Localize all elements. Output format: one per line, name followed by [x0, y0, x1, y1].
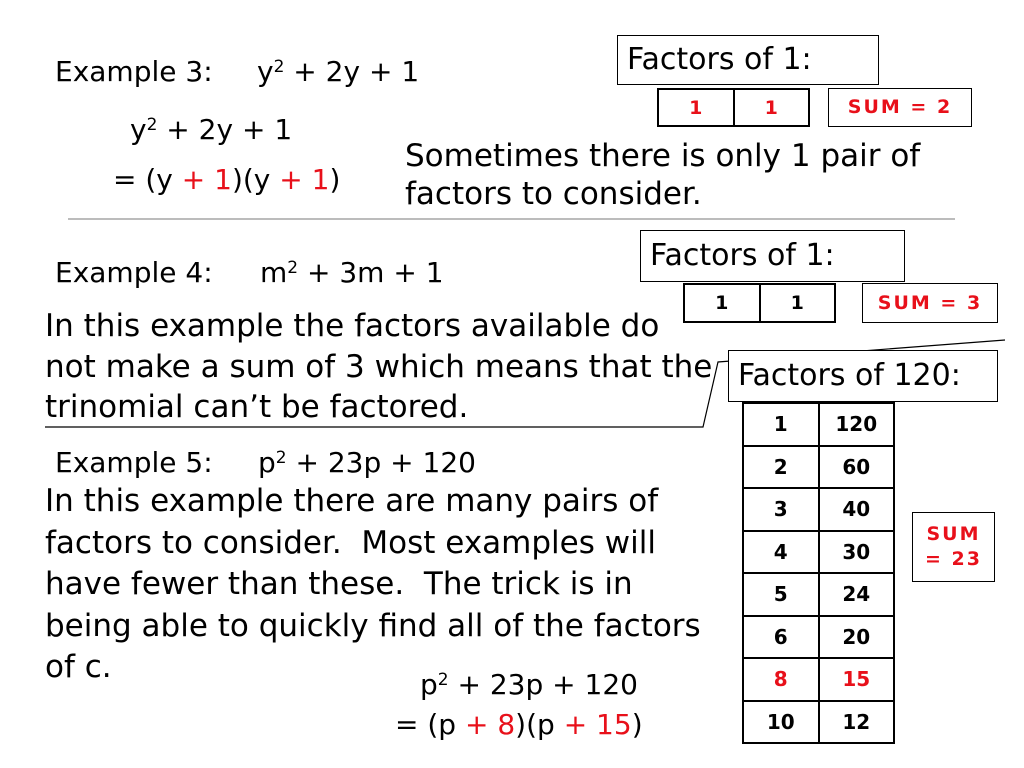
expression-rest: + 3m + 1 [298, 256, 444, 289]
factor-cell: 20 [819, 616, 895, 659]
factor-pair-row [743, 701, 894, 744]
example-4-factor-table [683, 283, 836, 323]
factor-cell: 1 [658, 89, 734, 126]
example-4-factors-title: Factors of 1: [640, 230, 905, 282]
factor-cell: 24 [819, 573, 895, 616]
example-3-factor-table [657, 88, 810, 127]
sum-label: SUM = 3 [877, 291, 983, 314]
expression-exponent: 2 [146, 115, 158, 135]
factor-pair-row [658, 89, 809, 126]
sum-label-line: SUM [926, 523, 981, 546]
explanation-line: factors to consider. Most examples will [45, 524, 656, 561]
example-3-note [405, 137, 920, 213]
expression-rest: + 23p + 120 [286, 446, 476, 479]
factored-term-1: + 8 [464, 708, 516, 741]
example-4-explanation [45, 306, 712, 428]
expression-base: y [130, 113, 147, 146]
factor-pair-row [743, 658, 894, 701]
factor-cell: 10 [743, 701, 819, 744]
explanation-line: not make a sum of 3 which means that the [45, 348, 713, 385]
factor-pair-row [743, 446, 894, 489]
expression-base: m [260, 256, 288, 289]
example-4-sum-box [862, 283, 998, 323]
factor-cell: 6 [743, 616, 819, 659]
expression-base: y [257, 55, 274, 88]
factor-cell: 4 [743, 531, 819, 574]
factor-cell: 2 [743, 446, 819, 489]
factor-pair-row [743, 616, 894, 659]
example-5-factors-title: Factors of 120: [728, 350, 998, 402]
sum-label: SUM = 2 [847, 96, 953, 119]
note-line: factors to consider. [405, 176, 702, 212]
explanation-line: In this example there are many pairs of [45, 483, 659, 519]
explanation-line: being able to quickly find all of the factors [45, 607, 701, 644]
expression-exponent: 2 [287, 258, 299, 278]
factor-cell: 12 [819, 701, 895, 744]
factor-cell: 1 [743, 403, 819, 446]
example-3-expression [257, 55, 420, 88]
example-5-factor-table [742, 402, 895, 744]
expression-exponent: 2 [273, 57, 285, 77]
factored-term-1: + 1 [181, 163, 232, 196]
explanation-line: trinomial can’t be factored. [45, 389, 469, 425]
factor-cell: 120 [819, 403, 895, 446]
factored-open: = (p [395, 708, 465, 741]
example-3-factors-title: Factors of 1: [617, 35, 879, 85]
example-5-work-trinomial [420, 668, 638, 701]
explanation-line: of c. [45, 649, 112, 685]
expression-exponent: 2 [437, 670, 449, 690]
example-3-sum-box [828, 88, 972, 127]
factored-close: ) [631, 708, 643, 741]
factored-term-2: + 1 [279, 163, 330, 196]
factor-pair-row [743, 403, 894, 446]
example-3-work-trinomial [130, 113, 293, 146]
factored-close: ) [329, 163, 341, 196]
sum-label-line: = 23 [925, 548, 982, 570]
factor-cell: 1 [734, 89, 810, 126]
explanation-line: have fewer than these. The trick is in [45, 566, 633, 602]
factor-cell: 1 [684, 284, 760, 322]
factor-cell: 15 [819, 658, 895, 701]
expression-base: p [420, 668, 438, 701]
factor-cell: 1 [760, 284, 836, 322]
factor-cell: 5 [743, 573, 819, 616]
factor-cell: 30 [819, 531, 895, 574]
example-5-explanation [45, 481, 701, 689]
factor-cell: 3 [743, 488, 819, 531]
factor-pair-row [743, 531, 894, 574]
explanation-line: In this example the factors available do [45, 308, 660, 344]
expression-rest: + 2y + 1 [157, 113, 293, 146]
example-4-expression [260, 256, 444, 289]
factor-cell: 8 [743, 658, 819, 701]
example-5-sum-box [912, 512, 995, 582]
factored-term-2: + 15 [563, 708, 632, 741]
expression-base: p [258, 446, 276, 479]
note-line: Sometimes there is only 1 pair of [405, 138, 921, 174]
example-5-factored-form [395, 708, 643, 741]
example-3-label: Example 3: [55, 55, 213, 88]
factored-mid: )(y [231, 163, 280, 196]
factored-mid: )(p [515, 708, 564, 741]
example-3-factored-form [113, 163, 341, 196]
factor-pair-row [743, 488, 894, 531]
example-4-label: Example 4: [55, 256, 213, 289]
factor-pair-row [684, 284, 835, 322]
expression-rest: + 2y + 1 [284, 55, 420, 88]
example-5-expression [258, 446, 476, 479]
factor-cell: 60 [819, 446, 895, 489]
factor-pair-row [743, 573, 894, 616]
example-5-label: Example 5: [55, 446, 213, 479]
expression-rest: + 23p + 120 [448, 668, 638, 701]
factored-open: = (y [113, 163, 182, 196]
expression-exponent: 2 [275, 448, 287, 468]
factor-cell: 40 [819, 488, 895, 531]
